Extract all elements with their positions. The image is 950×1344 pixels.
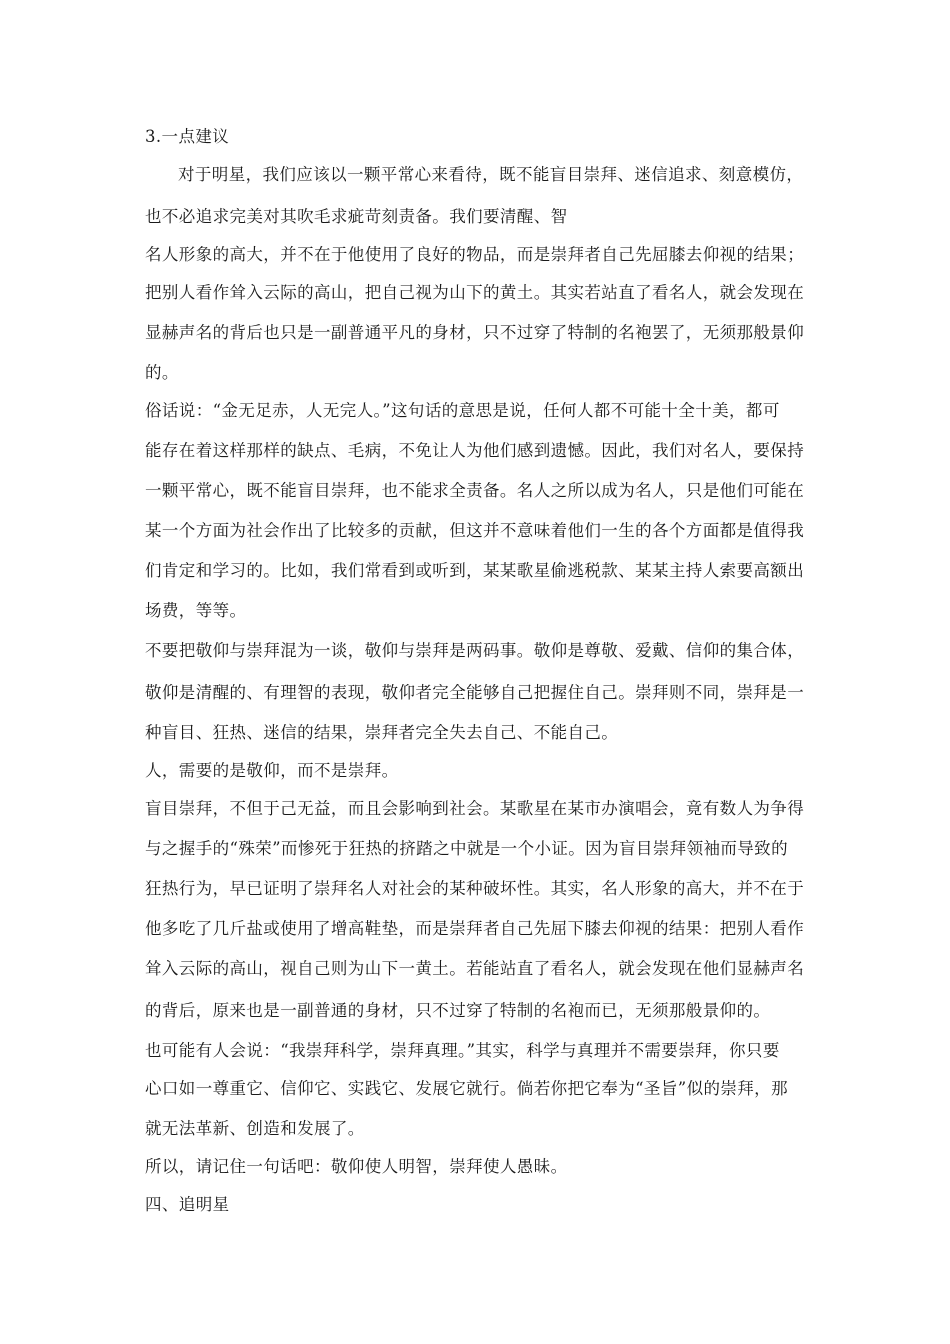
paragraph-line: 的背后，原来也是一副普通的身材，只不过穿了特制的名袍而已，无须那般景仰的。 (145, 1001, 771, 1020)
paragraph-line: 盲目崇拜，不但于己无益，而且会影响到社会。某歌星在某市办演唱会，竟有数人为争得 (145, 799, 805, 818)
paragraph-line: 敬仰是清醒的、有理智的表现，敬仰者完全能够自己把握住自己。崇拜则不同，崇拜是一 (145, 683, 805, 702)
paragraph-line: 狂热行为，早已证明了崇拜名人对社会的某种破坏性。其实，名人形象的高大，并不在于 (145, 879, 805, 898)
paragraph-line: 对于明星，我们应该以一颗平常心来看待，既不能盲目崇拜、迷信追求、刻意模仿， (178, 165, 804, 184)
paragraph-line: 不要把敬仰与崇拜混为一谈，敬仰与崇拜是两码事。敬仰是尊敬、爱戴、信仰的集合体， (145, 641, 805, 660)
paragraph-line: 某一个方面为社会作出了比较多的贡献，但这并不意味着他们一生的各个方面都是值得我 (145, 521, 805, 540)
section-heading: 四、追明星 (145, 1195, 230, 1214)
paragraph-line: 名人形象的高大，并不在于他使用了良好的物品，而是崇拜者自己先屈膝去仰视的结果； (145, 245, 805, 264)
paragraph-line: 也可能有人会说：“我崇拜科学，崇拜真理。”其实，科学与真理并不需要崇拜，你只要 (145, 1041, 780, 1060)
paragraph-line: 就无法革新、创造和发展了。 (145, 1119, 365, 1138)
paragraph-line: 种盲目、狂热、迷信的结果，崇拜者完全失去自己、不能自己。 (145, 723, 619, 742)
paragraph-line: 心口如一尊重它、信仰它、实践它、发展它就行。倘若你把它奉为“圣旨”似的崇拜，那 (145, 1079, 788, 1098)
paragraph-line: 俗话说：“金无足赤，人无完人。”这句话的意思是说，任何人都不可能十全十美，都可 (145, 401, 780, 420)
paragraph-line: 把别人看作耸入云际的高山，把自己视为山下的黄土。其实若站直了看名人，就会发现在 (145, 283, 805, 302)
paragraph-line: 所以，请记住一句话吧：敬仰使人明智，崇拜使人愚昧。 (145, 1157, 568, 1176)
paragraph-line: 人，需要的是敬仰，而不是崇拜。 (145, 761, 399, 780)
paragraph-line: 也不必追求完美对其吹毛求疵苛刻责备。我们要清醒、智 (145, 207, 568, 226)
paragraph-line: 与之握手的“殊荣”而惨死于狂热的挤踏之中就是一个小证。因为盲目崇拜领袖而导致的 (145, 839, 788, 858)
paragraph-line: 能存在着这样那样的缺点、毛病，不免让人为他们感到遗憾。因此，我们对名人，要保持 (145, 441, 805, 460)
paragraph-line: 们肯定和学习的。比如，我们常看到或听到，某某歌星偷逃税款、某某主持人索要高额出 (145, 561, 805, 580)
paragraph-line: 一颗平常心，既不能盲目崇拜，也不能求全责备。名人之所以成为名人，只是他们可能在 (145, 481, 805, 500)
paragraph-line: 场费，等等。 (145, 601, 247, 620)
paragraph-line: 显赫声名的背后也只是一副普通平凡的身材，只不过穿了特制的名袍罢了，无须那般景仰 (145, 323, 805, 342)
paragraph-line: 耸入云际的高山，视自己则为山下一黄土。若能站直了看名人，就会发现在他们显赫声名 (145, 959, 805, 978)
section-heading: 3.一点建议 (145, 127, 230, 146)
paragraph-line: 的。 (145, 363, 179, 382)
paragraph-line: 他多吃了几斤盐或使用了增高鞋垫，而是崇拜者自己先屈下膝去仰视的结果：把别人看作 (145, 919, 805, 938)
